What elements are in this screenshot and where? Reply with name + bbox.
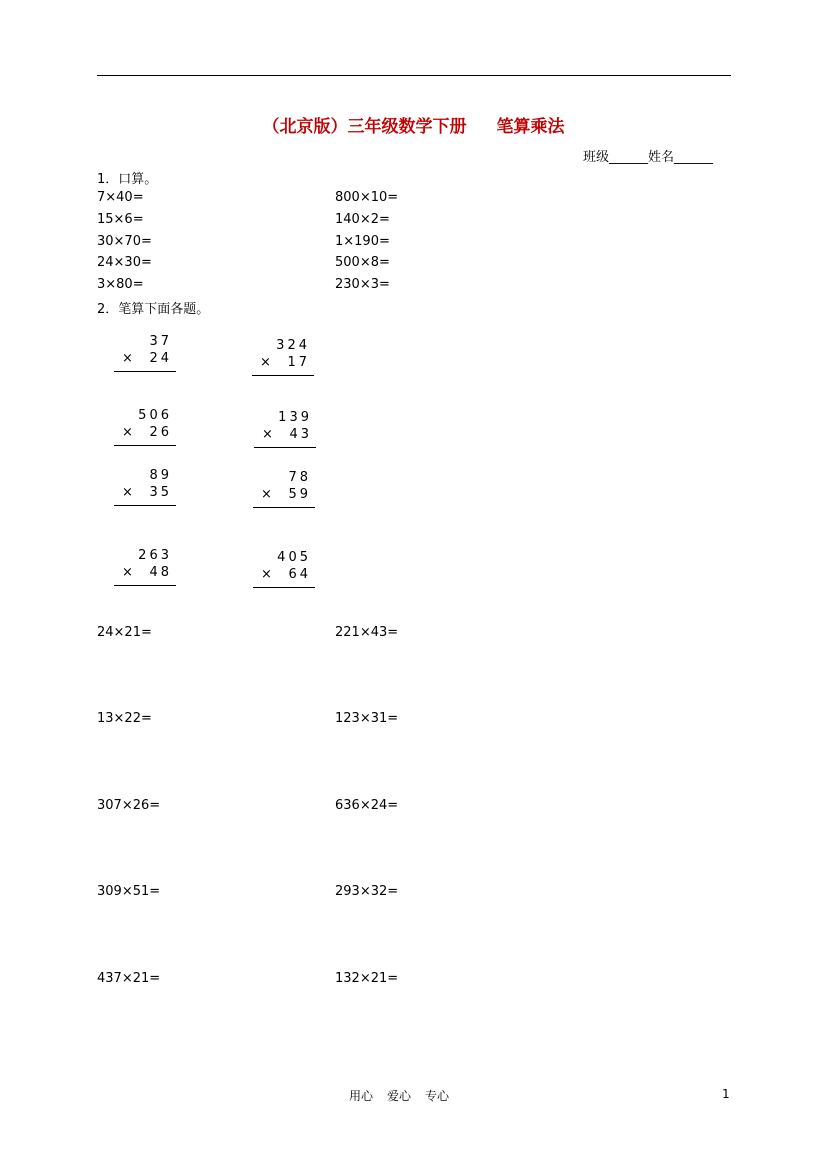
vertical-problem: [114, 468, 176, 514]
footer-slogan: [349, 1087, 463, 1104]
oral-item: 15×6=: [97, 212, 144, 227]
written-item: 307×26=: [97, 798, 161, 813]
oral-item: 3×80=: [97, 277, 144, 292]
multiplicand: 324: [276, 338, 310, 353]
class-name-line: 班级______姓名______: [583, 150, 714, 165]
answer-line: [114, 585, 176, 586]
oral-item: 1×190=: [335, 234, 390, 249]
vertical-problem: [114, 334, 176, 380]
section2-heading: 2．笔算下面各题。: [97, 302, 210, 317]
title-topic: 笔算乘法: [496, 117, 565, 137]
multiplicand: 139: [278, 410, 312, 425]
oral-item: 800×10=: [335, 190, 399, 205]
written-item: 437×21=: [97, 971, 161, 986]
answer-line: [252, 375, 314, 376]
oral-item: 24×30=: [97, 255, 152, 270]
answer-line: [253, 507, 315, 508]
multiplicand: 37: [149, 334, 172, 349]
footer-item: 专心: [425, 1089, 450, 1103]
oral-item: 30×70=: [97, 234, 152, 249]
times-sign: ×: [261, 487, 272, 502]
written-item: 123×31=: [335, 711, 399, 726]
written-item: 293×32=: [335, 884, 399, 899]
multiplier: 43: [289, 427, 312, 442]
times-sign: ×: [262, 427, 273, 442]
footer-item: 爱心: [387, 1089, 412, 1103]
times-sign: ×: [122, 485, 133, 500]
answer-line: [114, 445, 176, 446]
written-item: 132×21=: [335, 971, 399, 986]
multiplier: 48: [149, 565, 172, 580]
oral-item: 140×2=: [335, 212, 390, 227]
multiplier: 24: [149, 351, 172, 366]
page-number: 1: [722, 1087, 730, 1101]
vertical-problem: [254, 410, 316, 456]
written-item: 636×24=: [335, 798, 399, 813]
multiplicand: 89: [149, 468, 172, 483]
multiplier: 26: [149, 425, 172, 440]
oral-item: 500×8=: [335, 255, 390, 270]
written-item: 221×43=: [335, 625, 399, 640]
multiplicand: 506: [138, 408, 172, 423]
answer-line: [253, 587, 315, 588]
written-item: 309×51=: [97, 884, 161, 899]
multiplicand: 263: [138, 548, 172, 563]
multiplier: 35: [149, 485, 172, 500]
vertical-problem: [252, 338, 314, 384]
written-item: 24×21=: [97, 625, 152, 640]
multiplicand: 78: [288, 470, 311, 485]
times-sign: ×: [122, 425, 133, 440]
header-rule: [97, 75, 731, 76]
vertical-problem: [253, 550, 315, 596]
vertical-problem: [253, 470, 315, 516]
written-item: 13×22=: [97, 711, 152, 726]
multiplier: 59: [288, 487, 311, 502]
oral-item: 230×3=: [335, 277, 390, 292]
multiplier: 17: [287, 355, 310, 370]
vertical-problem: [114, 548, 176, 594]
multiplicand: 405: [277, 550, 311, 565]
vertical-problem: [114, 408, 176, 454]
answer-line: [114, 371, 176, 372]
times-sign: ×: [261, 567, 272, 582]
page-title: [0, 112, 827, 137]
answer-line: [114, 505, 176, 506]
oral-item: 7×40=: [97, 190, 144, 205]
title-main: （北京版）三年级数学下册: [262, 117, 467, 137]
times-sign: ×: [260, 355, 271, 370]
times-sign: ×: [122, 351, 133, 366]
answer-line: [254, 447, 316, 448]
section1-heading: 1．口算。: [97, 172, 158, 187]
multiplier: 64: [288, 567, 311, 582]
times-sign: ×: [122, 565, 133, 580]
footer-item: 用心: [349, 1089, 374, 1103]
